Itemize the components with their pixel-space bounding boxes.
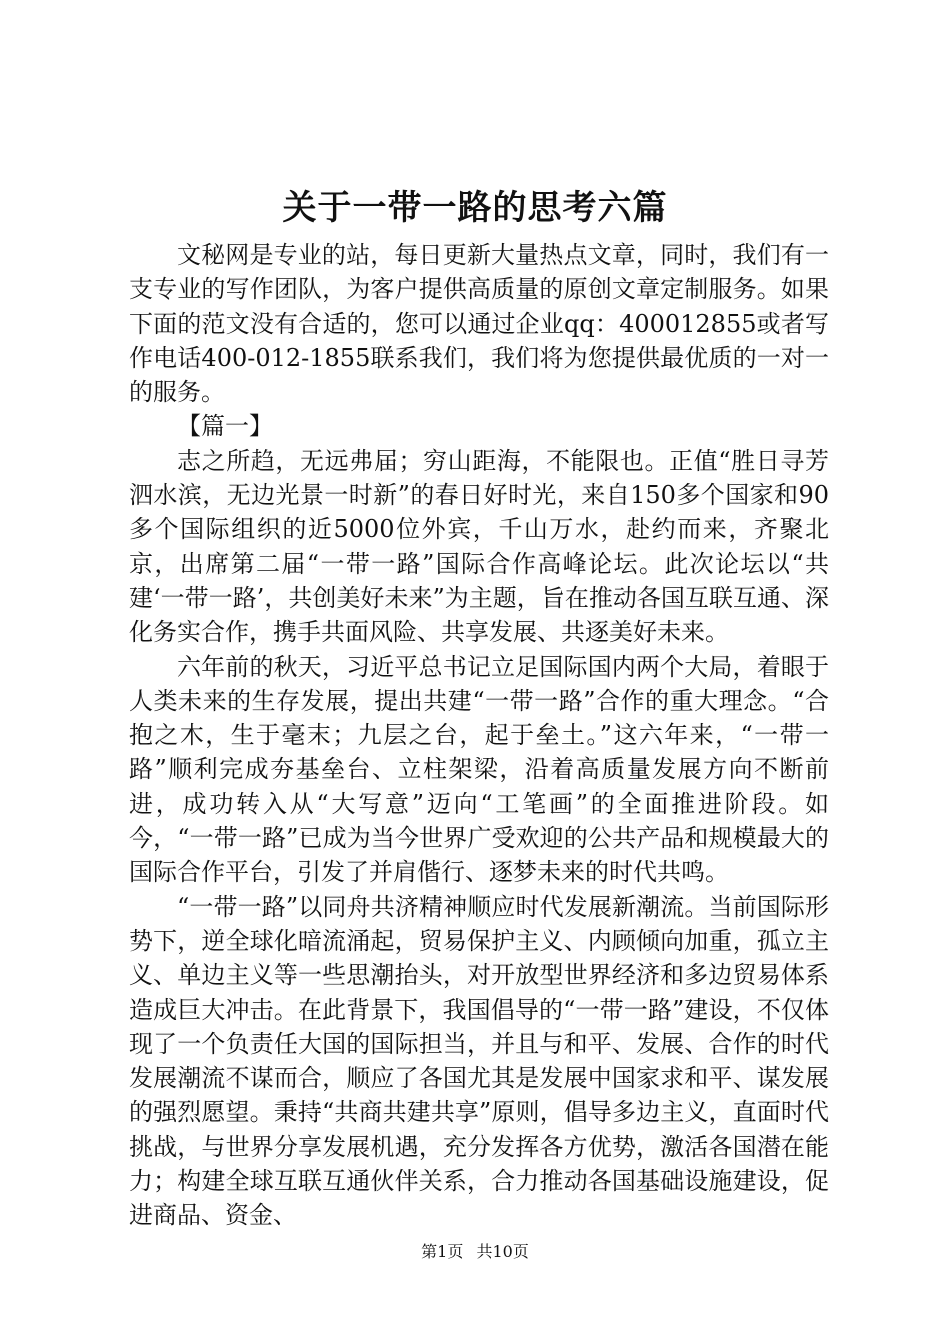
section-heading: 【篇一】 [177, 412, 273, 441]
page-total: 共10页 [476, 1242, 529, 1261]
body-paragraph: “一带一路”以同舟共济精神顺应时代发展新潮流。当前国际形势下，逆全球化暗流涌起，贸易保护主义、内顾倾向加重，孤立主义、单边主义等一些思潮抬头，对开放型世界经济和多边贸易体系造成巨大冲击。在此背景下，我国倡导的“一带一路”建设，不仅体现了一个负责任大国的国际担当，并且与和平、发展、合作的时代发展潮流不谋而合，顺应了各国尤其是发展中国家求和平、谋发展的强烈愿望。秉持“共商共建共享”原则，倡导多边主义，直面时代挑战，与世界分享发展机遇，充分发挥各方优势，激活各国潜在能力；构建全球互联互通伙伴关系，合力推动各国基础设施建设，促进商品、资金、 [129, 892, 829, 1230]
document-title: 关于一带一路的思考六篇 [282, 188, 668, 228]
body-paragraph: 志之所趋，无远弗届；穷山距海，不能限也。正值“胜日寻芳泗水滨，无边光景一时新”的春日好时光，来自150多个国家和90多个国际组织的近5000位外宾，千山万水，赴约而来，齐聚北京，出席第二届“一带一路”国际合作高峰论坛。此次论坛以“共建‘一带一路’，共创美好未来”为主题，旨在推动各国互联互通、深化务实合作，携手共面风险、共享发展、共逐美好未来。 [129, 446, 829, 647]
page-number: 第1页 [421, 1242, 464, 1261]
document-body [129, 238, 829, 1233]
page-footer [0, 1240, 950, 1264]
intro-paragraph: 文秘网是专业的站，每日更新大量热点文章，同时，我们有一支专业的写作团队，为客户提供高质量的原创文章定制服务。如果下面的范文没有合适的，您可以通过企业qq：400012855或者写作电话400-012-1855联系我们，我们将为您提供最优质的一对一的服务。 [129, 241, 829, 407]
body-paragraph: 六年前的秋天，习近平总书记立足国际国内两个大局，着眼于人类未来的生存发展，提出共建“一带一路”合作的重大理念。“合抱之木，生于毫末；九层之台，起于垒土。”这六年来，“一带一路”顺利完成夯基垒台、立柱架梁，沿着高质量发展方向不断前进，成功转入从“大写意”迈向“工笔画”的全面推进阶段。如今，“一带一路”已成为当今世界广受欢迎的公共产品和规模最大的国际合作平台，引发了并肩偕行、逐梦未来的时代共鸣。 [129, 652, 829, 887]
